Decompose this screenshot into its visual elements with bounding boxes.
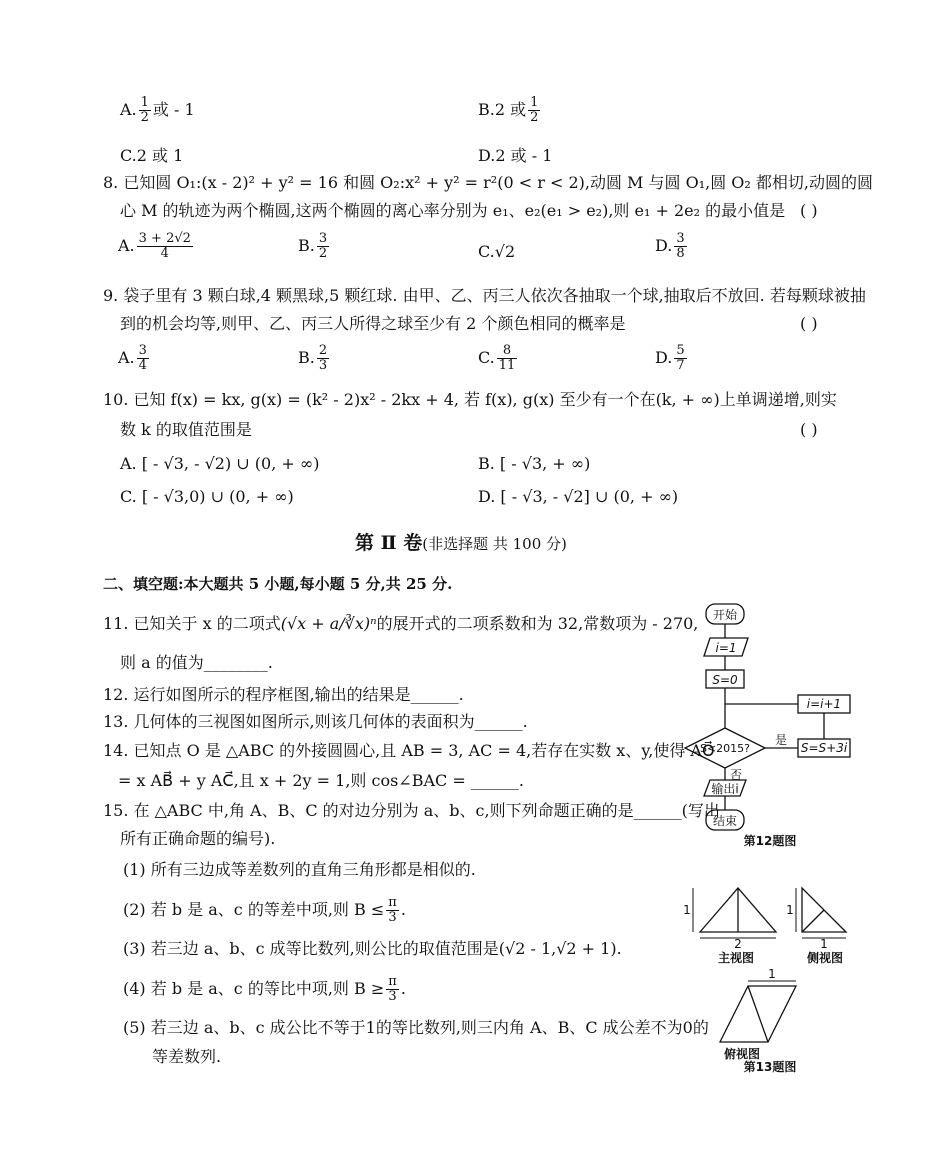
top-view-diagonal <box>748 986 768 1042</box>
flow-update-s-label: S=S+3i <box>800 741 848 755</box>
q15-line1: 15. 在 △ABC 中,角 A、B、C 的对边分别为 a、b、c,则下列命题正确的是______(写出 <box>103 801 720 820</box>
flow-output-label: 输出i <box>711 782 739 796</box>
q15-statement-2: (2) 若 b 是 a、c 的等差中项,则 B ≤ $\frac{\pi}{3}$ . <box>123 895 406 925</box>
q14-line1: 14. 已知点 O 是 △ABC 的外接圆圆心,且 AB = 3, AC = 4,若存在实数 x、y,使得 AO⃗ <box>103 741 715 760</box>
q8-option-d: D. $\frac{3}{8}$ <box>655 231 685 261</box>
part2-heading: 第 Ⅱ 卷(非选择题 共 100 分) <box>355 532 567 554</box>
q10-line1: 10. 已知 f(x) = kx, g(x) = (k² - 2)x² - 2kx + 4, 若 f(x), g(x) 至少有一个在(k, + ∞)上单调递增,则实 <box>103 390 837 409</box>
flowchart-figure <box>680 600 860 850</box>
section-heading: 二、填空题:本大题共 5 小题,每小题 5 分,共 25 分. <box>103 575 453 593</box>
q11-line2: 则 a 的值为________. <box>120 653 273 672</box>
side-width-label: 1 <box>820 937 828 951</box>
q15-statement-5-line2: 等差数列. <box>152 1047 222 1066</box>
fraction: $\frac{3}{2}$ <box>318 231 328 261</box>
q15-statement-5-line1: (5) 若三边 a、b、c 成公比不等于1的等比数列,则三内角 A、B、C 成公差不为0的 <box>123 1018 709 1037</box>
fraction: $\frac{2}{3}$ <box>318 343 328 373</box>
q8-line1: 8. 已知圆 O₁:(x - 2)² + y² = 16 和圆 O₂:x² + y² = r²(0 < r < 2),动圆 M 与圆 O₁,圆 O₂ 都相切,动圆的圆 <box>103 173 873 192</box>
flow-init-i-label: i=1 <box>715 641 737 655</box>
q7-option-a: A. $\frac{1}{2}$ 或 - 1 <box>120 95 195 125</box>
q9-line1: 9. 袋子里有 3 颗白球,4 颗黑球,5 颗红球. 由甲、乙、丙三人依次各抽取一个球,抽取后不放回. 若每颗球被抽 <box>103 286 866 305</box>
q15-statement-3: (3) 若三边 a、b、c 成等比数列,则公比的取值范围是(√2 - 1,√2 + 1). <box>123 939 622 958</box>
flow-init-s-label: S=0 <box>712 673 738 687</box>
fraction: $\frac{\pi}{3}$ <box>388 895 397 925</box>
q9-paren: ( ) <box>800 314 818 333</box>
q7-option-c: C.2 或 1 <box>120 146 184 165</box>
q10-option-c: C. [ - √3,0) ∪ (0, + ∞) <box>120 487 294 506</box>
q14-line2: = x AB⃗ + y AC⃗,且 x + 2y = 1,则 cos∠BAC = ______. <box>118 771 524 790</box>
q12: 12. 运行如图所示的程序框图,输出的结果是______. <box>103 685 464 704</box>
q9-line2: 到的机会均等,则甲、乙、丙三人所得之球至少有 2 个颜色相同的概率是 <box>120 314 626 333</box>
q8-line2: 心 M 的轨迹为两个椭圆,这两个椭圆的离心率分别为 e₁、e₂(e₁ > e₂),则 e₁ + 2e₂ 的最小值是 <box>120 201 786 220</box>
q13: 13. 几何体的三视图如图所示,则该几何体的表面积为______. <box>103 712 528 731</box>
flow-condition-label: S<2015? <box>699 742 751 755</box>
fraction: $\frac{3}{8}$ <box>676 231 685 261</box>
q15-statement-1: (1) 所有三边成等差数列的直角三角形都是相似的. <box>123 860 476 879</box>
front-height-label: 1 <box>683 903 691 917</box>
front-view-label: 主视图 <box>717 951 755 965</box>
q9-option-b: B. $\frac{2}{3}$ <box>298 343 328 373</box>
q11-line1: 11. 已知关于 x 的二项式(√x + a/∛x)ⁿ的展开式的二项系数和为 32,常数项为 - 270, <box>103 614 699 633</box>
q10-option-a: A. [ - √3, - √2) ∪ (0, + ∞) <box>120 454 320 473</box>
q15-statement-4: (4) 若 b 是 a、c 的等比中项,则 B ≥ $\frac{\pi}{3}$ . <box>123 974 406 1004</box>
fraction: $\frac{3 + 2√2}{4}$ <box>138 231 191 261</box>
flow-update-i-label: i=i+1 <box>806 697 842 711</box>
q15-line2: 所有正确命题的编号). <box>120 829 276 848</box>
figure-13-caption: 第13题图 <box>743 1060 797 1073</box>
fraction: $\frac{\pi}{3}$ <box>388 974 397 1004</box>
fraction: $\frac{5}{7}$ <box>676 343 685 373</box>
fraction: $\frac{3}{4}$ <box>138 343 147 373</box>
flow-no-label: 否 <box>729 768 743 782</box>
flow-end-label: 结束 <box>712 814 738 828</box>
figure-12-caption: 第12题图 <box>743 834 797 848</box>
side-view-label: 侧视图 <box>806 951 844 965</box>
q8-option-c: C.√2 <box>478 242 516 261</box>
fraction: $\frac{8}{11}$ <box>498 343 516 373</box>
flow-start-label: 开始 <box>712 608 738 622</box>
q9-option-d: D. $\frac{5}{7}$ <box>655 343 685 373</box>
three-view-figure <box>680 878 860 1073</box>
q7-option-d: D.2 或 - 1 <box>478 146 553 165</box>
q7-option-b: B.2 或 $\frac{1}{2}$ <box>478 95 539 125</box>
q8-paren: ( ) <box>800 201 818 220</box>
top-view-label: 俯视图 <box>723 1047 761 1061</box>
flow-yes-label: 是 <box>774 733 788 747</box>
q8-option-a: A. $\frac{3 + 2√2}{4}$ <box>118 231 191 261</box>
fraction: $\frac{1}{2}$ <box>530 95 539 125</box>
q10-option-d: D. [ - √3, - √2] ∪ (0, + ∞) <box>478 487 679 506</box>
q9-option-a: A. $\frac{3}{4}$ <box>118 343 147 373</box>
side-height-label: 1 <box>786 903 794 917</box>
q10-option-b: B. [ - √3, + ∞) <box>478 454 591 473</box>
fraction: $\frac{1}{2}$ <box>140 95 149 125</box>
side-view-inner-line <box>802 910 824 932</box>
front-width-label: 2 <box>734 937 742 951</box>
q10-line2: 数 k 的取值范围是 <box>120 420 252 439</box>
top-width-label: 1 <box>768 967 776 981</box>
q9-option-c: C. $\frac{8}{11}$ <box>478 343 516 373</box>
q10-paren: ( ) <box>800 420 818 439</box>
q8-option-b: B. $\frac{3}{2}$ <box>298 231 328 261</box>
